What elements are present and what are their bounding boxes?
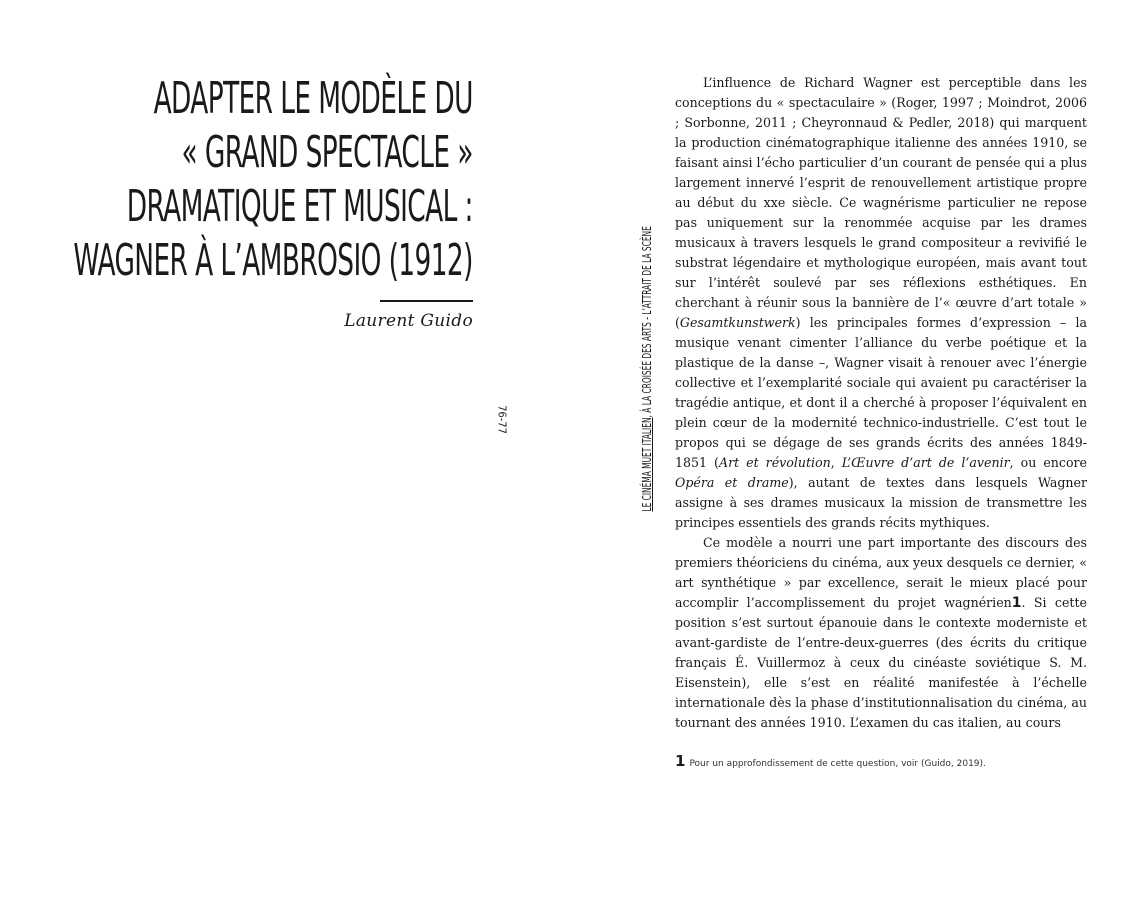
title-line: WAGNER À L’AMBROSIO (1912) — [73, 235, 473, 286]
running-head-section: , À LA CROISÉE DES ARTS - L’ATTRAIT DE LA SCÈNE — [640, 226, 654, 418]
footnote — [675, 752, 1087, 770]
footnote-number: 1 — [675, 752, 686, 770]
paragraph-2: Ce modèle a nourri une part importante des discours des premiers théoriciens du cinéma, aux yeux desquels ce dernier, « art synthétique » par excellence, serait le mieux placé pour accomplir l’accomplissement du projet wagnérien1. Si cette position s’est surtout épanouie dans le contexte moderniste et avant-gardiste de l’entre-deux-guerres (des écrits du critique français É. Vuillermoz à ceux du cinéaste soviétique S. M. Eisenstein), elle s’est en réalité manifestée à l’échelle internationale dès la phase d’institutionnalisation du cinéma, au tournant des années 1910. L’examen du cas italien, au cours — [675, 535, 1087, 730]
body-text — [675, 73, 1087, 733]
footnote-reference[interactable]: 1 — [1011, 595, 1022, 611]
author-name: Laurent Guido — [344, 311, 473, 331]
title-line: ADAPTER LE MODÈLE DU — [153, 73, 473, 124]
footnote-text: Pour un approfondissement de cette question, voir (Guido, 2019). — [689, 759, 986, 769]
title-block — [40, 72, 473, 288]
running-head-book-title: LE CINÉMA MUET ITALIEN — [640, 417, 654, 512]
paragraph-1: L’influence de Richard Wagner est perceptible dans les conceptions du « spectaculaire » (Roger, 1997 ; Moindrot, 2006 ; Sorbonne, 2011 ; Cheyronnaud & Pedler, 2018) qui marquent la production cinématographique italienne des années 1910, se faisant ainsi l’écho particulier d’un courant de pensée qui a plus largement innervé l’esprit de renouvellement artistique propre au début du xxe siècle. Ce wagnérisme particulier ne repose pas uniquement sur la renommée acquise par les drames musicaux à travers lesquels le grand compositeur a revivifié le substrat légendaire et mythologique européen, mais avant tout sur l’intérêt soulevé par ses réflexions esthétiques. En cherchant à réunir sous la bannière de l’« œuvre d’art totale » (Gesamtkunstwerk) les principales formes d’expression – la musique venant cimenter l’alliance du verbe poétique et la plastique de la danse –, Wagner visait à renouer avec l’énergie collective et l’exemplarité sociale qui avaient pu caractériser la tragédie antique, et dont il a cherché à proposer l’équivalent en plein cœur de la modernité technico-industrielle. C’est tout le propos qui se dégage de ses grands écrits des années 1849-1851 (Art et révolution, L’Œuvre d’art de l’avenir, ou encore Opéra et drame), autant de textes dans lesquels Wagner assigne à ses drames musicaux la mission de transmettre les principes essentiels des grands récits mythiques. — [675, 75, 1088, 530]
page-numbers-text: 76-77 — [495, 405, 509, 434]
chapter-title — [40, 72, 473, 288]
title-line: DRAMATIQUE ET MUSICAL : — [126, 181, 474, 232]
title-rule — [380, 300, 473, 302]
title-line: « GRAND SPECTACLE » — [181, 127, 473, 178]
